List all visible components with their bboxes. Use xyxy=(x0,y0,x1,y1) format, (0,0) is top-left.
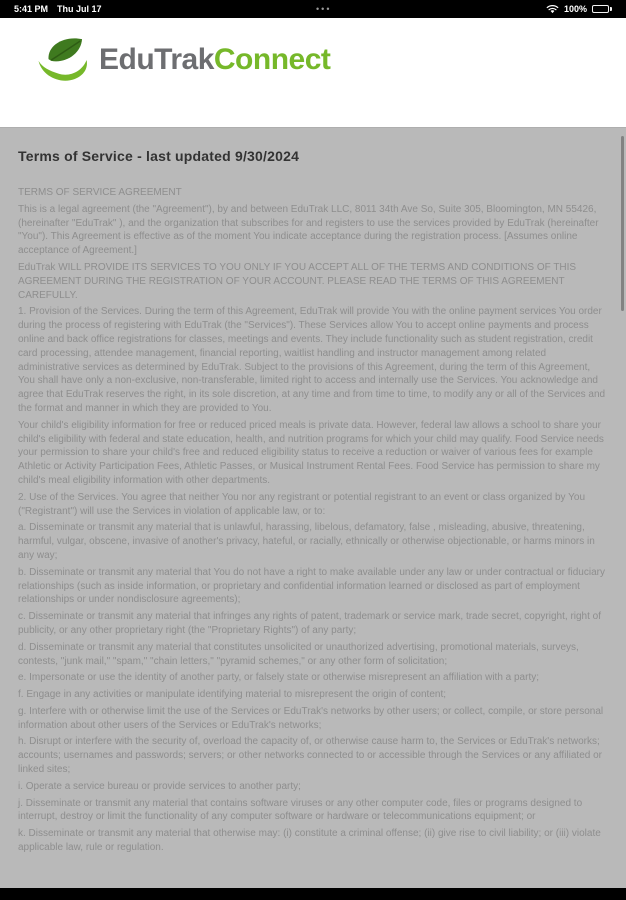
document-paragraph: TERMS OF SERVICE AGREEMENT xyxy=(18,187,182,198)
document-paragraph: 2. Use of the Services. You agree that neither You nor any registrant or potential registrant to an event or class organized by You ("Registrant") will use the Services in violation of applicable law, or to: xyxy=(18,491,586,517)
document-paragraph: a. Disseminate or transmit any material that is unlawful, harassing, libelous, defamatory, false , misleading, abusive, threatening, harmful, vulgar, obscene, invasive of another's privacy, hateful, or racially, ethnically or otherwise objectionable, or harms minors in any way; xyxy=(18,522,595,561)
document-paragraph: Your child's eligibility information for free or reduced priced meals is private data. However, federal law allows a school to share your child's eligibility with federal and state education, health, and nutrition programs for which your child may qualify. Food Service needs your permission to share your child's free and reduced eligibility status to receive a reduction or waiver of various fees for example Athletic or Activity Participation Fees, Athletic Passes, or Musical Instrument Rental Fees. Food Service has permission to share my child's meal eligibility information with other departments. xyxy=(18,419,604,486)
scrollbar-thumb[interactable] xyxy=(621,136,624,311)
status-bar xyxy=(0,0,626,18)
document-paragraph: f. Engage in any activities or manipulate identifying material to misrepresent the origin of content; xyxy=(18,689,447,701)
document-paragraph: 1. Provision of the Services. During the term of this Agreement, EduTrak will provide You with the online payment services You order during the process of registering with EduTrak (the "Services"). These Services allow You to accept online payments and process online and back office registrations for classes, meetings and events. They include functionality such as student registration, credit card processing, attendee management, financial reporting, waitlist handling and instructor management among related administrative services as determined by EduTrak. Subject to the provisions of this Agreement, during the term of this Agreement, You shall have only a non-exclusive, non-transferable, limited right to access and internally use the Services. You acknowledge and agree that EduTrak reserves the right, in its sole discretion, at any time and from time to time, to modify any or all of the Services and the format and manner in which they are provided to You. xyxy=(18,306,606,414)
edutrak-connect-logo xyxy=(34,31,626,89)
status-time: 5:41 PM xyxy=(14,4,49,14)
multitasking-dots: ••• xyxy=(316,4,332,14)
document-paragraph: c. Disseminate or transmit any material that infringes any rights of patent, trademark or service mark, trade secret, copyright, right of publicity, or any other proprietary right (the "Proprietary Rights") of any party; xyxy=(18,611,602,636)
document-body xyxy=(18,186,608,855)
brand-secondary-text: Connect xyxy=(213,43,331,76)
terms-scroll-area[interactable] xyxy=(0,128,626,888)
document-paragraph: d. Disseminate or transmit any material that constitutes unsolicited or unauthorized advertising, promotional materials, surveys, contests, "junk mail," "spam," "chain letters," "pyramid schemes," or any other form of solicitation; xyxy=(18,641,579,667)
status-date: Thu Jul 17 xyxy=(57,4,102,14)
document-paragraph: EduTrak WILL PROVIDE ITS SERVICES TO YOU ONLY IF YOU ACCEPT ALL OF THE TERMS AND CONDITIONS OF THIS AGREEMENT DURING THE REGISTRATION OF YOUR ACCOUNT. PLEASE READ THE TERMS OF THIS AGREEMENT CAREFULLY. xyxy=(18,261,577,301)
document-paragraph: h. Disrupt or interfere with the security of, overload the capacity of, or otherwise cause harm to, the Services or EduTrak's networks; accounts; usernames and passwords; servers; or other networks connected to or accessible through the Services or any affiliated or linked sites; xyxy=(18,736,603,776)
document-paragraph: g. Interfere with or otherwise limit the use of the Services or EduTrak's networks by other users; or collect, compile, or store personal information about other users of the Services or EduTrak's networks; xyxy=(18,705,604,731)
document-title: Terms of Service - last updated 9/30/2024 xyxy=(18,148,300,164)
document-paragraph: i. Operate a service bureau or provide services to another party; xyxy=(18,780,301,792)
document-paragraph: e. Impersonate or use the identity of another party, or falsely state or otherwise misrepresent an affiliation with a party; xyxy=(18,672,540,684)
home-bar xyxy=(0,888,626,900)
document-paragraph: b. Disseminate or transmit any material that You do not have a right to make available under any law or under contractual or fiduciary relationships (such as inside information, or proprietary and confidential information learned or disclosed as part of employment relationships or under nondisclosure agreements); xyxy=(18,566,605,606)
document-paragraph: j. Disseminate or transmit any material that contains software viruses or any other computer code, files or programs designed to interrupt, destroy or limit the functionality of any computer software or hardware or telecommunications equipment; or xyxy=(18,797,583,823)
wifi-icon xyxy=(546,4,559,14)
leaf-hand-logo-icon xyxy=(34,31,92,89)
battery-icon xyxy=(592,5,612,13)
document-paragraph: k. Disseminate or transmit any material that otherwise may: (i) constitute a criminal offense; (ii) give rise to civil liability; or (iii) violate applicable law, rule or regulation. xyxy=(18,828,601,854)
battery-percent: 100% xyxy=(563,4,587,14)
status-bar-right xyxy=(546,4,612,14)
status-bar-left xyxy=(14,4,102,14)
brand-wordmark xyxy=(99,43,330,77)
brand-primary-text: EduTrak xyxy=(99,43,214,76)
document-paragraph: This is a legal agreement (the "Agreement"), by and between EduTrak LLC, 8011 34th Ave So, Suite 305, Bloomington, MN 55426, (hereinafter "EduTrak" ), and the organization that subscribes for and registers to use the services provided by EduTrak (hereinafter "You"). This Agreement is effective as of the moment You indicate acceptance during the registration process. [Assumes online acceptance of Agreement.] xyxy=(18,203,599,257)
app-header xyxy=(0,18,626,128)
